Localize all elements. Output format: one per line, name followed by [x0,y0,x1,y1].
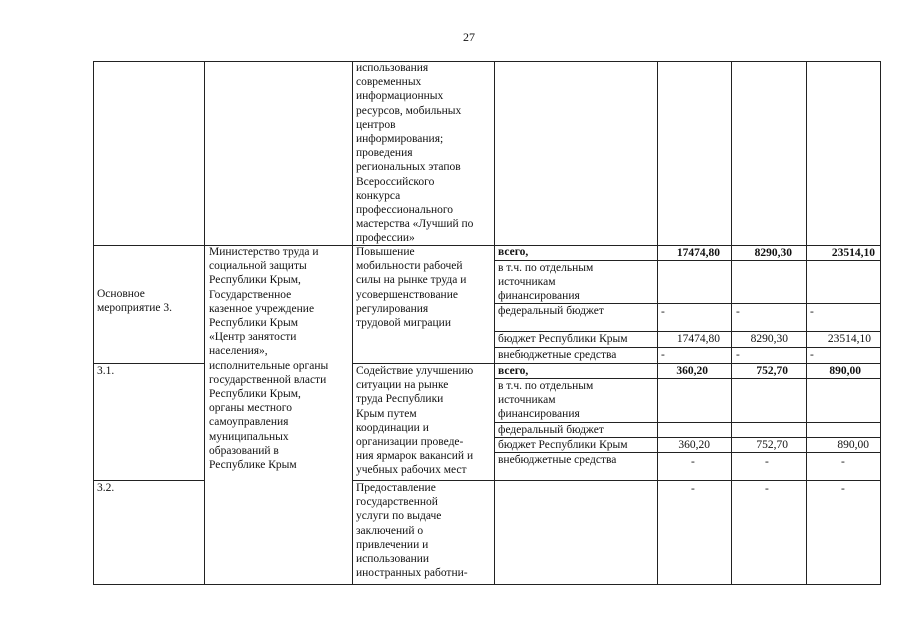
row3-total-value-3: 890,00 [829,365,861,377]
row2-republic-value-2: 8290,30 [750,333,788,345]
row3-total-value-2: 752,70 [756,365,788,377]
row3-source-federal: федеральный бюджет [498,424,604,436]
row2-republic-value-1: 17474,80 [676,333,720,345]
subitem-3-1-label: 3.1. [97,365,115,377]
row3-source-extra: внебюджетные средства [498,454,617,466]
row2-extra-value-2: - [736,349,740,361]
row2-total-value-3: 23514,10 [831,247,875,259]
row4-value-1: - [691,483,695,495]
row3-extra-value-3: - [841,456,845,468]
row2-republic-value-3: 23514,10 [827,333,871,345]
row2-federal-value-1: - [661,306,665,318]
row2-total-value-1: 17474,80 [676,247,720,259]
row3-source-republic: бюджет Республики Крым [498,439,628,451]
row3-extra-value-2: - [765,456,769,468]
row3-total-value-1: 360,20 [676,365,708,377]
row2-federal-value-3: - [810,306,814,318]
row4-value-2: - [765,483,769,495]
row2-federal-value-2: - [736,306,740,318]
row3-republic-value-3: 890,00 [837,439,869,451]
main-activity-description: Повышение мобильности рабочей силы на рынке труда и усовершенствование регулирования трудовой миграции [356,246,467,330]
row3-republic-value-1: 360,20 [678,439,710,451]
executor-text: Министерство труда и социальной защиты Республики Крым, Государственное казенное учреждение Республики Крым «Центр занятости населения», исполнительные органы государственной власти Республики Крым, органы местного самоуправления муниципальных образований в Республике Крым [209,246,329,472]
row2-source-republic: бюджет Республики Крым [498,333,628,345]
row3-source-incl: в т.ч. по отдельным источникам финансирования [498,380,594,421]
subitem-3-1-description: Содействие улучшению ситуации на рынке труда Республики Крым путем координации и организации проведе- ния ярмарок вакансий и учебных рабочих мест [356,365,474,477]
row2-extra-value-1: - [661,349,665,361]
row2-extra-value-3: - [810,349,814,361]
row3-republic-value-2: 752,70 [756,439,788,451]
row3-extra-value-1: - [691,456,695,468]
row2-source-federal: федеральный бюджет [498,305,604,317]
main-activity-label: Основное мероприятие 3. [97,288,173,315]
row2-source-incl: в т.ч. по отдельным источникам финансирования [498,262,594,303]
row1-description: использования современных информационных ресурсов, мобильных центров информирования; проведения региональных этапов Всероссийского конкурса профессионального мастерства «Лучший по профессии» [356,62,474,245]
page-number: 27 [463,30,475,44]
row2-total-value-2: 8290,30 [754,247,792,259]
subitem-3-2-description: Предоставление государственной услуги по выдаче заключений о привлечении и использовании иностранных работни- [356,482,468,580]
subitem-3-2-label: 3.2. [97,482,115,494]
row3-source-total: всего, [498,365,529,377]
row2-source-extra: внебюджетные средства [498,349,617,361]
row4-value-3: - [841,483,845,495]
row2-source-total: всего, [498,246,529,258]
